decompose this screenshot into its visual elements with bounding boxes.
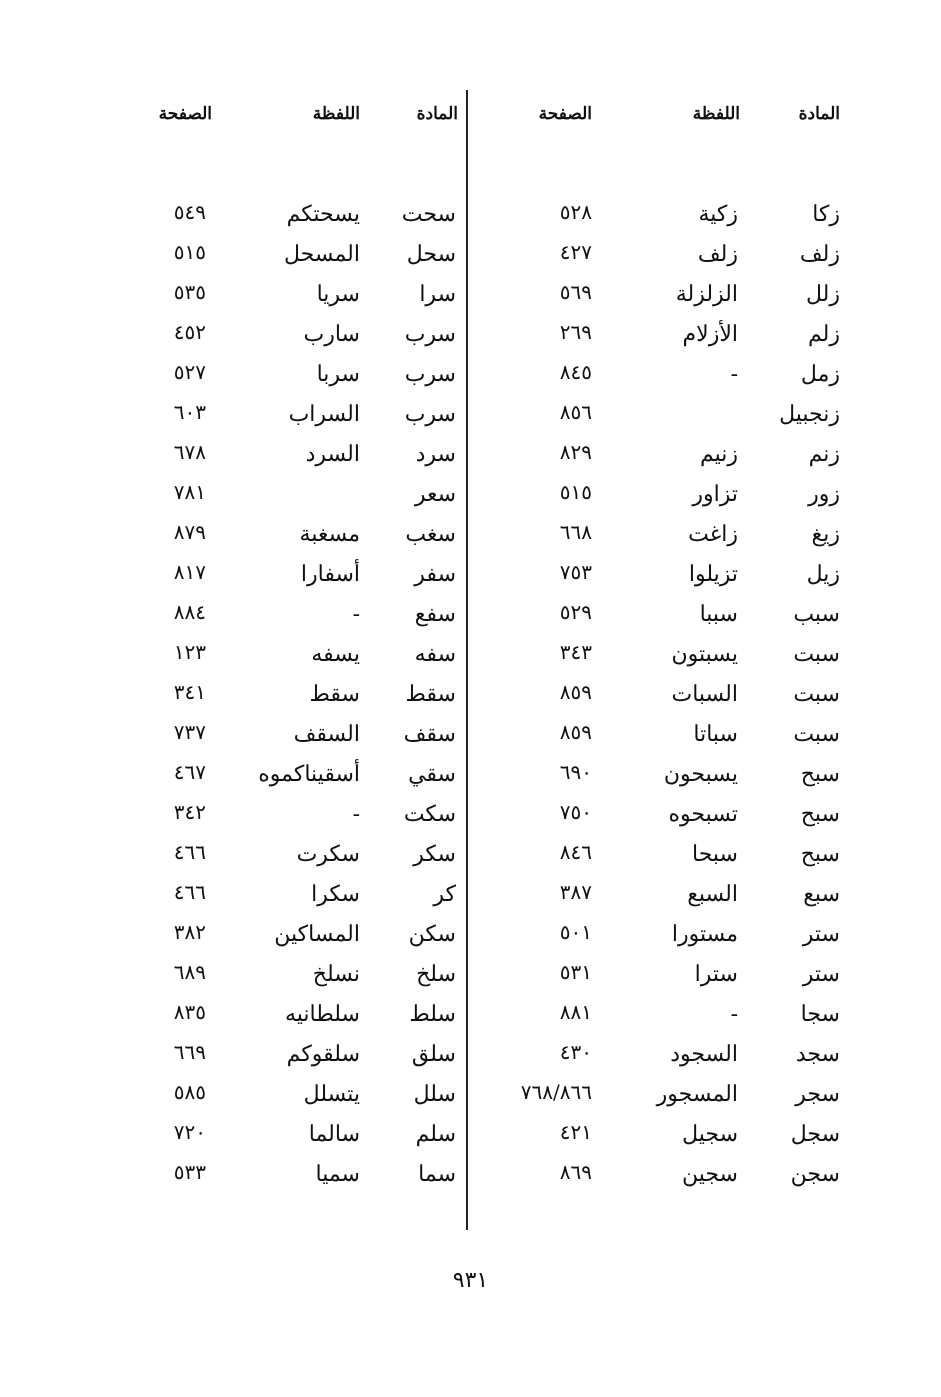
entry-root: سلخ: [416, 962, 456, 987]
entry-page: ٣٤٢: [173, 800, 206, 824]
entry-root: سجن: [790, 1162, 840, 1187]
entry-word: سالما: [308, 1122, 360, 1147]
entry-root: سبح: [800, 762, 840, 787]
entry-root: سحت: [401, 202, 456, 227]
entry-page: ٦٩٠: [559, 760, 592, 784]
entry-word: نسلخ: [312, 962, 360, 987]
entry-word: يسبحون: [663, 762, 738, 787]
entry-root: زمل: [800, 362, 840, 387]
entry-word: سجين: [681, 1162, 738, 1187]
entry-page: ١٢٣: [173, 640, 206, 664]
table-row: [140, 478, 460, 518]
entry-word: سميا: [315, 1162, 360, 1187]
entry-page: ٥١٥: [559, 480, 592, 504]
entry-root: سكن: [408, 922, 456, 947]
table-row: [140, 838, 460, 878]
entry-root: سرب: [404, 322, 456, 347]
entry-word: تزيلوا: [688, 562, 738, 587]
entry-word: تزاور: [692, 482, 738, 507]
entry-page: ٤٢١: [559, 1120, 592, 1144]
table-row: [488, 558, 848, 598]
entry-page: ٨٤٦: [559, 840, 592, 864]
entry-page: ٤٦٧: [173, 760, 206, 784]
table-row: [140, 358, 460, 398]
entry-root: سجا: [800, 1002, 840, 1027]
entry-root: سفع: [414, 602, 456, 627]
entry-page: ٨٣٥: [173, 1000, 206, 1024]
table-row: [488, 958, 848, 998]
table-row: [488, 398, 848, 438]
entry-page: ٦٦٩: [173, 1040, 206, 1064]
entry-word: سربا: [316, 362, 360, 387]
table-row: [488, 438, 848, 478]
entry-word: سبحا: [692, 842, 738, 867]
table-row: [488, 1158, 848, 1198]
entry-word: السراب: [288, 402, 360, 427]
entry-page: ٤٥٢: [173, 320, 206, 344]
table-row: [140, 598, 460, 638]
entry-page: ٦٦٨: [559, 520, 592, 544]
header-word: اللفظة: [312, 104, 360, 124]
table-row: [488, 518, 848, 558]
entry-page: ٧٣٧: [173, 720, 206, 744]
entry-root: سلق: [411, 1042, 456, 1067]
table-row: [488, 318, 848, 358]
table-row: [488, 358, 848, 398]
entry-word: مسغبة: [299, 522, 360, 547]
entry-root: زيغ: [811, 522, 840, 547]
table-row: [488, 998, 848, 1038]
entry-word: السرد: [305, 442, 360, 467]
entry-word: المسجور: [656, 1082, 738, 1107]
entry-word: يسفه: [311, 642, 360, 667]
table-row: [140, 918, 460, 958]
entry-word: -: [352, 602, 360, 627]
table-row: [140, 278, 460, 318]
entry-root: سحل: [406, 242, 456, 267]
entry-word: سقط: [309, 682, 360, 707]
header-root: المادة: [798, 104, 840, 124]
entry-root: سبب: [793, 602, 840, 627]
entry-word: الأزلام: [682, 322, 738, 347]
entry-page: ٦٨٩: [173, 960, 206, 984]
entry-word: السقف: [293, 722, 360, 747]
entry-page: ٥٠١: [559, 920, 592, 944]
entry-root: سلط: [409, 1002, 456, 1027]
entry-page: ٨٦٩: [559, 1160, 592, 1184]
entry-root: سلل: [413, 1082, 456, 1107]
entry-page: ٥٣٣: [173, 1160, 206, 1184]
entry-root: زنجبيل: [779, 402, 840, 427]
entry-page: ٥٢٨: [559, 200, 592, 224]
entry-page: ٧٥٣: [559, 560, 592, 584]
entry-root: سكت: [403, 802, 456, 827]
entry-word: سلقوكم: [286, 1042, 360, 1067]
entry-word: سببا: [699, 602, 738, 627]
entry-word: زاغت: [688, 522, 738, 547]
entry-word: -: [730, 1002, 738, 1027]
entry-page: ٣٤٣: [559, 640, 592, 664]
entry-page: ٨٥٩: [559, 720, 592, 744]
entry-root: سقط: [405, 682, 456, 707]
table-row: [140, 798, 460, 838]
table-row: [140, 398, 460, 438]
entry-word: زكية: [698, 202, 738, 227]
table-row: [140, 678, 460, 718]
entry-root: زلل: [806, 282, 840, 307]
entry-page: ٨٨١: [559, 1000, 592, 1024]
entry-page: ٦٧٨: [173, 440, 206, 464]
header-page: الصفحة: [538, 104, 592, 124]
table-row: [140, 558, 460, 598]
entry-root: سقي: [408, 762, 456, 787]
entry-page: ٥٢٩: [559, 600, 592, 624]
entry-root: زنم: [808, 442, 840, 467]
entry-word: يتسلل: [303, 1082, 360, 1107]
entry-word: السبع: [687, 882, 738, 907]
table-row: [488, 838, 848, 878]
table-header: [488, 100, 848, 198]
index-table-left: [140, 100, 460, 1198]
entry-word: سترا: [694, 962, 738, 987]
entry-root: سفه: [414, 642, 456, 667]
entry-word: زنيم: [699, 442, 738, 467]
entry-word: أسقيناكموه: [258, 762, 360, 787]
entry-word: سريا: [316, 282, 360, 307]
entry-root: سلم: [415, 1122, 456, 1147]
entry-page: ٥٨٥: [173, 1080, 206, 1104]
entry-word: سارب: [303, 322, 360, 347]
entry-page: ٥٤٩: [173, 200, 206, 224]
entry-word: -: [352, 802, 360, 827]
table-row: [140, 638, 460, 678]
table-row: [488, 798, 848, 838]
entry-root: سفر: [414, 562, 456, 587]
entry-page: ٨٤٥: [559, 360, 592, 384]
table-row: [140, 1078, 460, 1118]
entry-root: سبح: [800, 842, 840, 867]
entry-root: سبت: [793, 682, 840, 707]
entry-page: ٨٢٩: [559, 440, 592, 464]
table-row: [488, 678, 848, 718]
entry-page: ٥٦٩: [559, 280, 592, 304]
entry-word: سباتا: [693, 722, 738, 747]
entry-word: الزلزلة: [675, 282, 738, 307]
header-root: المادة: [416, 104, 458, 124]
entry-page: ٤٣٠: [559, 1040, 592, 1064]
entry-root: ستر: [802, 962, 840, 987]
entry-root: سجل: [790, 1122, 840, 1147]
table-row: [140, 238, 460, 278]
table-row: [488, 1038, 848, 1078]
entry-page: ٨٨٤: [173, 600, 206, 624]
table-row: [488, 1118, 848, 1158]
entry-word: -: [730, 362, 738, 387]
table-row: [488, 638, 848, 678]
entry-page: ٣٨٢: [173, 920, 206, 944]
entry-page: ٥٢٧: [173, 360, 206, 384]
entry-word: سجيل: [682, 1122, 738, 1147]
entry-root: ستر: [802, 922, 840, 947]
entry-page: ٧٨١: [173, 480, 206, 504]
entry-word: السبات: [671, 682, 738, 707]
entry-root: سرب: [404, 402, 456, 427]
entry-root: سبع: [803, 882, 840, 907]
entry-word: زلف: [697, 242, 738, 267]
entry-word: يسبتون: [671, 642, 738, 667]
table-header: [140, 100, 460, 198]
table-row: [140, 518, 460, 558]
entry-root: سما: [418, 1162, 456, 1187]
table-row: [140, 198, 460, 238]
table-row: [488, 598, 848, 638]
index-table-right: [488, 100, 848, 1198]
entry-word: تسبحوه: [668, 802, 738, 827]
table-row: [488, 278, 848, 318]
entry-page: ٣٤١: [173, 680, 206, 704]
table-row: [140, 718, 460, 758]
entry-word: المسحل: [283, 242, 360, 267]
entry-page: ٨١٧: [173, 560, 206, 584]
table-row: [140, 1038, 460, 1078]
entry-word: مستورا: [671, 922, 738, 947]
entry-word: سكرا: [311, 882, 360, 907]
entry-root: سبت: [793, 642, 840, 667]
entry-page: ٢٦٩: [559, 320, 592, 344]
table-row: [140, 758, 460, 798]
entry-page: ٤٢٧: [559, 240, 592, 264]
entry-root: سبح: [800, 802, 840, 827]
table-row: [488, 1078, 848, 1118]
entry-page: ٣٨٧: [559, 880, 592, 904]
table-row: [488, 758, 848, 798]
entry-page: ٥١٥: [173, 240, 206, 264]
table-row: [488, 878, 848, 918]
entry-root: سعر: [414, 482, 456, 507]
table-row: [488, 478, 848, 518]
entry-page: ٧٢٠: [173, 1120, 206, 1144]
entry-root: سرد: [415, 442, 456, 467]
table-row: [140, 1158, 460, 1198]
entry-root: زيل: [806, 562, 840, 587]
table-row: [488, 718, 848, 758]
entry-page: ٦٠٣: [173, 400, 206, 424]
entry-root: سجر: [795, 1082, 840, 1107]
entry-root: سبت: [793, 722, 840, 747]
entry-page: ٨٥٩: [559, 680, 592, 704]
entry-page: ٨٥٦: [559, 400, 592, 424]
table-row: [140, 958, 460, 998]
table-row: [488, 918, 848, 958]
entry-root: زكا: [812, 202, 840, 227]
entry-root: سغب: [405, 522, 456, 547]
entry-word: سلطانيه: [284, 1002, 360, 1027]
table-row: [140, 878, 460, 918]
entry-root: سجد: [795, 1042, 840, 1067]
page-number: ٩٣١: [452, 1268, 489, 1293]
entry-root: سرب: [404, 362, 456, 387]
column-divider: [466, 90, 468, 1230]
entry-page: ٤٦٦: [173, 840, 206, 864]
table-row: [488, 198, 848, 238]
table-row: [140, 1118, 460, 1158]
header-word: اللفظة: [692, 104, 740, 124]
entry-word: المساكين: [274, 922, 360, 947]
entry-root: سكر: [413, 842, 456, 867]
entry-root: سرا: [419, 282, 456, 307]
entry-root: زور: [808, 482, 840, 507]
entry-page: ٧٥٠: [559, 800, 592, 824]
header-page: الصفحة: [158, 104, 212, 124]
entry-word: السجود: [670, 1042, 738, 1067]
entry-page: ٥٣١: [559, 960, 592, 984]
entry-word: يسحتكم: [286, 202, 360, 227]
entry-root: كر: [433, 882, 456, 907]
table-row: [140, 438, 460, 478]
entry-page: ٤٦٦: [173, 880, 206, 904]
entry-page: ٧٦٨/٨٦٦: [520, 1080, 592, 1104]
table-row: [488, 238, 848, 278]
entry-root: سقف: [403, 722, 456, 747]
entry-root: زلم: [808, 322, 840, 347]
entry-page: ٨٧٩: [173, 520, 206, 544]
entry-word: أسفارا: [300, 562, 360, 587]
entry-page: ٥٣٥: [173, 280, 206, 304]
table-row: [140, 318, 460, 358]
table-row: [140, 998, 460, 1038]
entry-root: زلف: [799, 242, 840, 267]
entry-word: سكرت: [296, 842, 360, 867]
